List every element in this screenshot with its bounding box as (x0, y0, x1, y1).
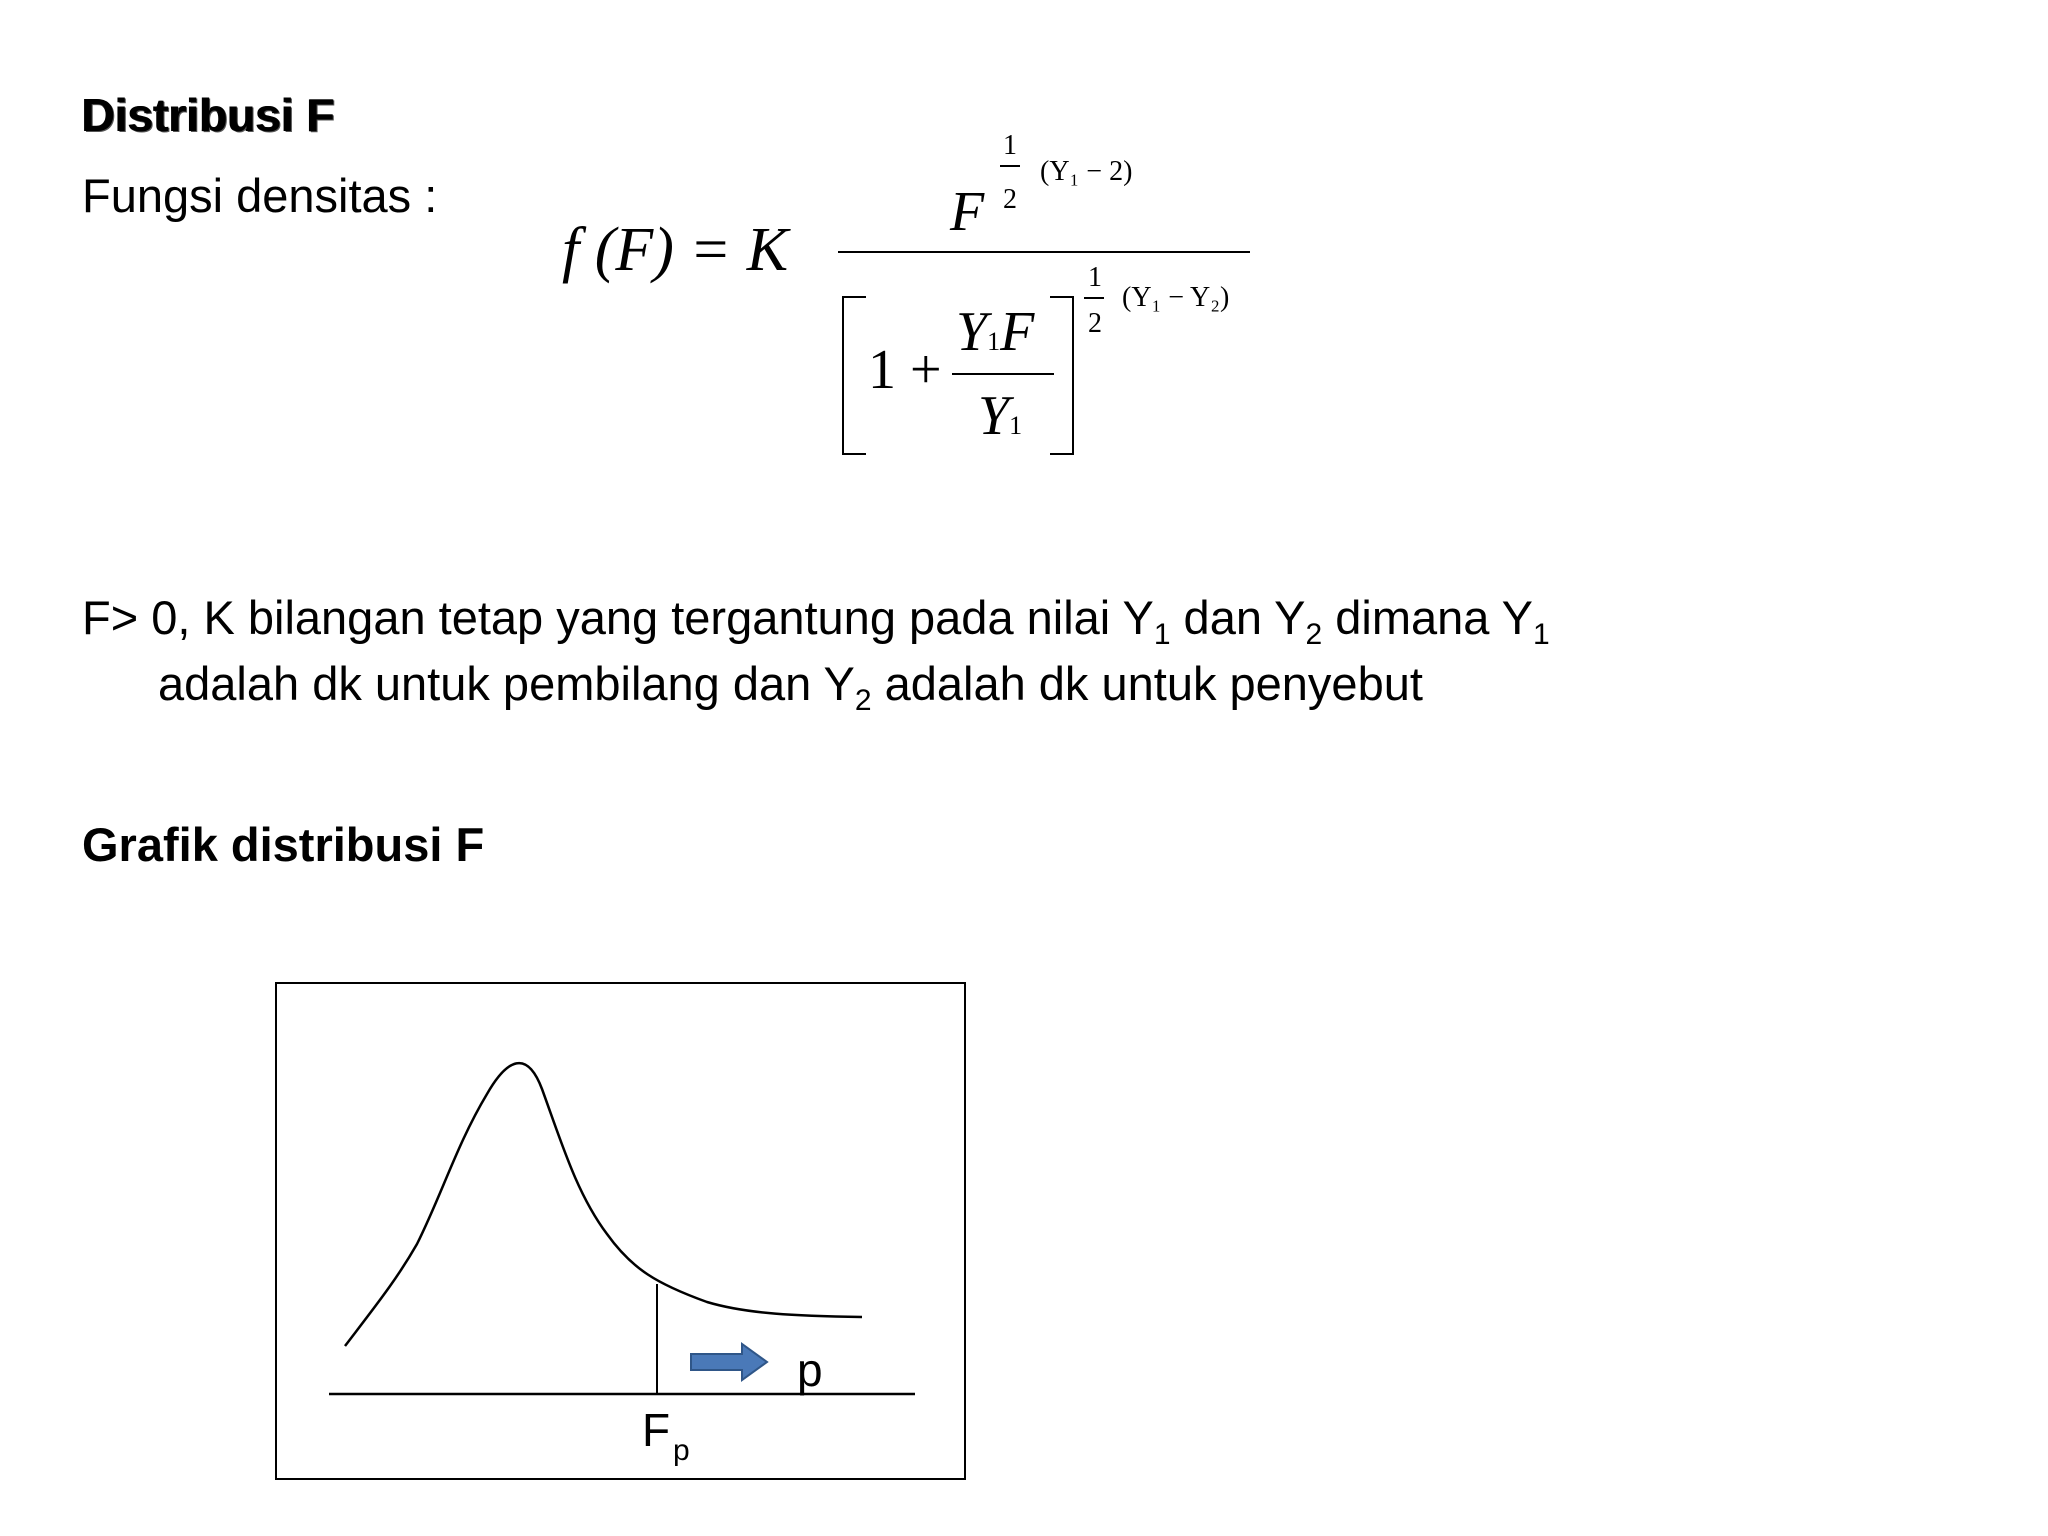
density-curve (345, 1063, 862, 1346)
denom-exp-line (1084, 297, 1104, 299)
graph-heading: Grafik distribusi F (82, 818, 485, 871)
density-label: Fungsi densitas : (82, 169, 438, 222)
critical-value-label: F (642, 1404, 671, 1456)
numerator-exp-den: 2 (1003, 184, 1017, 215)
numerator-exp-line (1000, 165, 1020, 167)
f-distribution-graph (275, 982, 966, 1480)
left-bracket (842, 296, 866, 455)
main-fraction-bar (838, 251, 1250, 253)
denom-exp-num: 1 (1088, 262, 1102, 293)
inner-fraction-bar (952, 373, 1054, 375)
desc-line1: F> 0, K bilangan tetap yang tergantung pada nilai $Y_1$ dan $Y_2$ dimana $Y_1$ (82, 591, 1550, 651)
area-label: p (797, 1344, 823, 1396)
numerator-exp-rest: (Y₁ − 2) (1040, 156, 1133, 187)
description-paragraph (82, 585, 1782, 717)
right-bracket (1050, 296, 1074, 455)
one-plus: 1 + (868, 339, 942, 401)
right-arrow-icon (691, 1344, 767, 1380)
inner-numerator: Y1F (956, 301, 1035, 363)
formula-lhs: f (F) = K (562, 216, 789, 284)
critical-value-subscript: p (673, 1434, 690, 1467)
inner-denominator: Y1 (978, 385, 1023, 447)
desc-line2: adalah dk untuk pembilang dan $Y_2$ adalah dk untuk penyebut (158, 657, 1423, 717)
denom-exp-rest: (Y₁ − Y₂) (1122, 282, 1230, 313)
f-distribution-svg (277, 984, 963, 1477)
numerator-exp-num: 1 (1003, 130, 1017, 161)
numerator-base: F (950, 181, 985, 243)
denom-exp-den: 2 (1088, 308, 1102, 339)
slide-title: Distribusi F (82, 89, 336, 141)
